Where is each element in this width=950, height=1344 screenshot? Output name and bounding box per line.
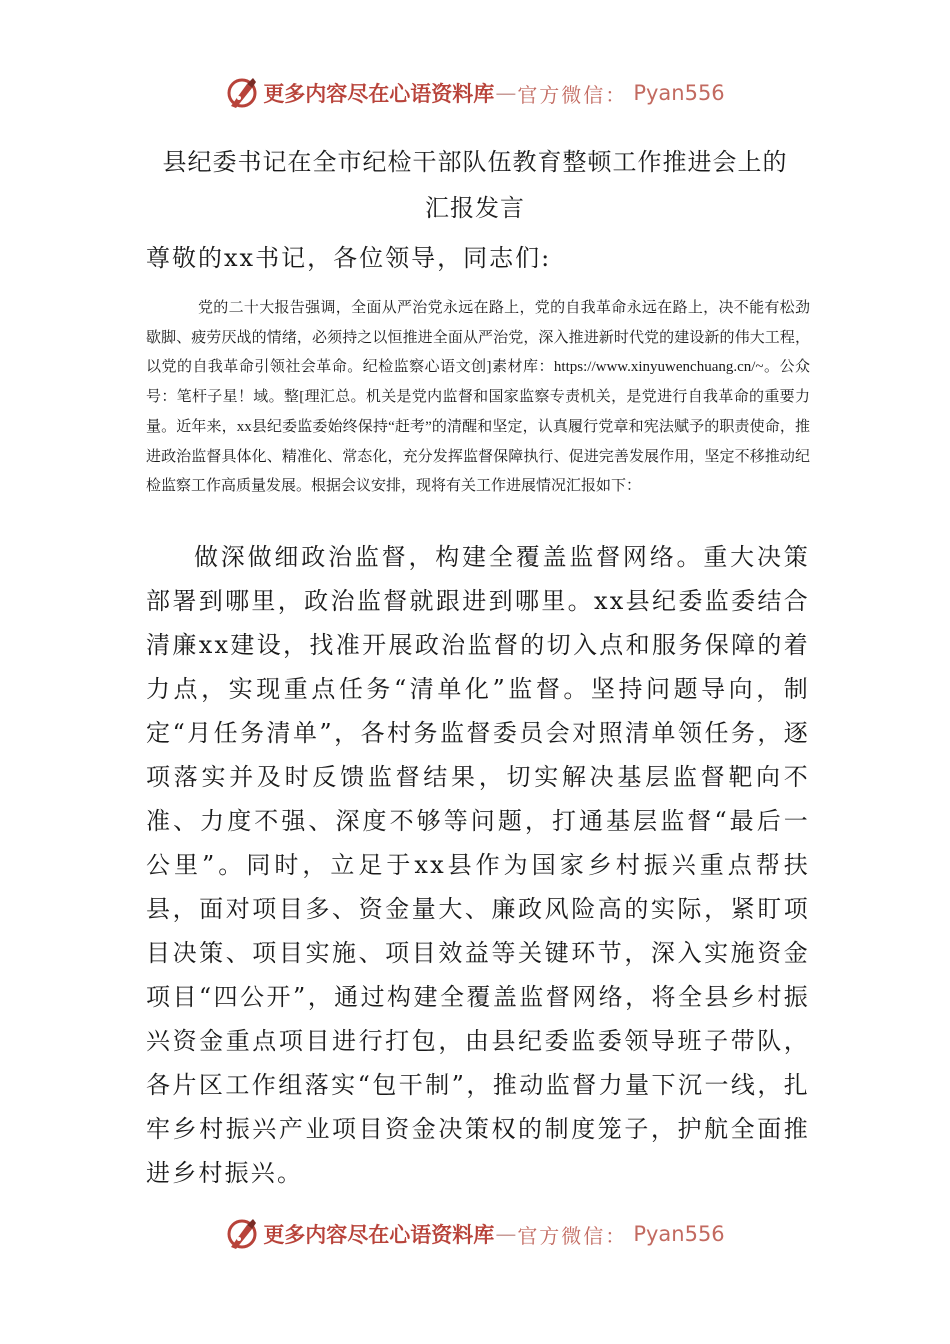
banner-site-text: 更多内容尽在心语资料库: [263, 1222, 495, 1247]
banner-dash: —: [495, 1222, 517, 1246]
document-title-line-1: 县纪委书记在全市纪检干部队伍教育整顿工作推进会上的: [162, 148, 788, 176]
banner-wechat-label: 官方微信：: [517, 1223, 628, 1248]
pen-nib-logo-icon: [225, 1217, 259, 1251]
pen-nib-logo-icon: [225, 76, 259, 110]
banner-wechat-id: Pyan556: [633, 1222, 725, 1246]
banner-site-text: 更多内容尽在心语资料库: [263, 81, 495, 106]
footer-banner: [0, 1214, 950, 1254]
header-banner: [0, 73, 950, 113]
banner-wechat-id: Pyan556: [633, 81, 725, 105]
salutation: 尊敬的xx书记，各位领导，同志们:: [146, 244, 552, 272]
intro-paragraph: 党的二十大报告强调，全面从严治党永远在路上，党的自我革命永远在路上，决不能有松劲歇脚、疲劳厌战的情绪，必须持之以恒推进全面从严治党，深入推进新时代党的建设新的伟大工程，以党的自我革命引领社会革命。纪检监察心语文创]素材库：https://www.xinyuwenchuang.cn/~。公众号：笔杆子星！域。整[理汇总。机关是党内监督和国家监察专责机关，是党进行自我革命的重要力量。近年来，xx县纪委监委始终保持“赶考”的清醒和坚定，认真履行党章和宪法赋予的职责使命，推进政治监督具体化、精准化、常态化，充分发挥监督保障执行、促进完善发展作用，坚定不移推动纪检监察工作高质量发展。根据会议安排，现将有关工作进展情况汇报如下：: [146, 300, 810, 495]
banner-wechat-label: 官方微信：: [517, 82, 628, 107]
document-title-line-2: 汇报发言: [425, 194, 525, 222]
body-paragraph: 做深做细政治监督，构建全覆盖监督网络。重大决策部署到哪里，政治监督就跟进到哪里。xx县纪委监委结合清廉xx建设，找准开展政治监督的切入点和服务保障的着力点，实现重点任务“清单化”监督。坚持问题导向，制定“月任务清单”，各村务监督委员会对照清单领任务，逐项落实并及时反馈监督结果，切实解决基层监督靶向不准、力度不强、深度不够等问题，打通基层监督“最后一公里”。同时，立足于xx县作为国家乡村振兴重点帮扶县，面对项目多、资金量大、廉政风险高的实际，紧盯项目决策、项目实施、项目效益等关键环节，深入实施资金项目“四公开”，通过构建全覆盖监督网络，将全县乡村振兴资金重点项目进行打包，由县纪委监委领导班子带队，各片区工作组落实“包干制”，推动监督力量下沉一线，扎牢乡村振兴产业项目资金决策权的制度笼子，护航全面推进乡村振兴。: [146, 543, 810, 1187]
banner-dash: —: [495, 81, 517, 105]
